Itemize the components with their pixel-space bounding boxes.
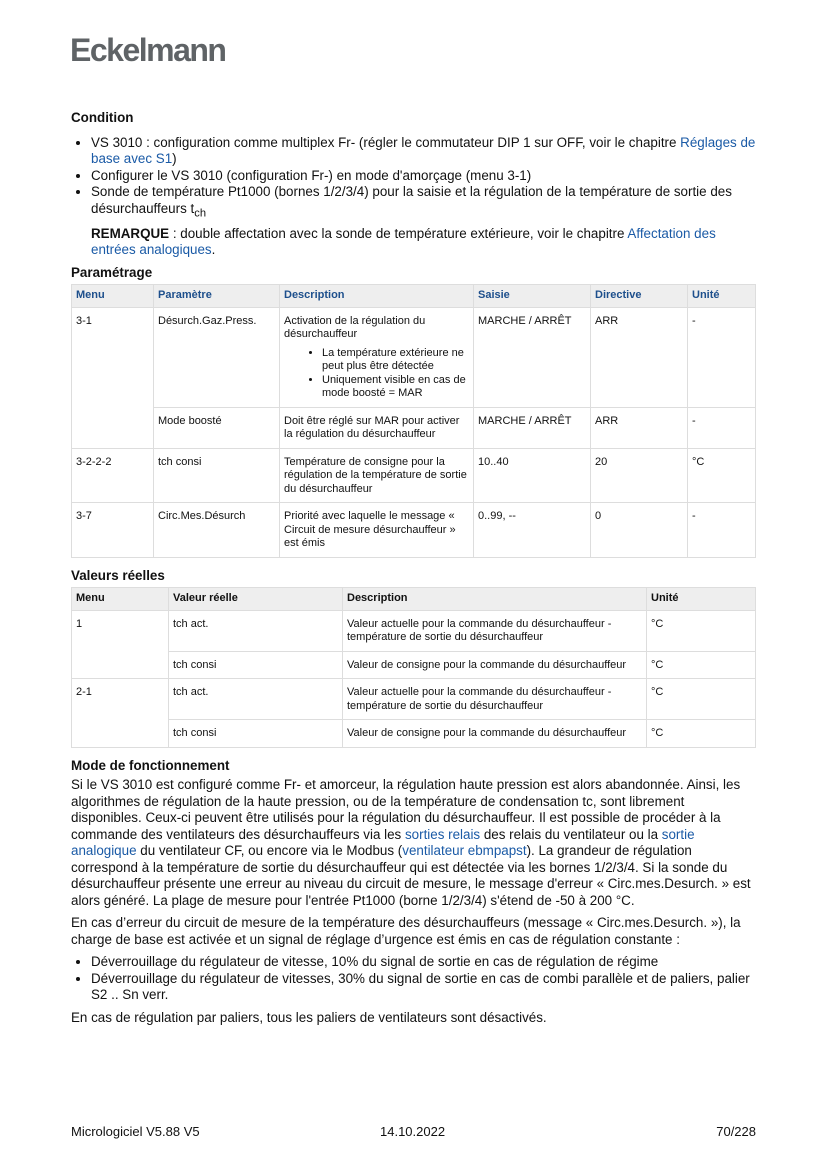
text: VS 3010 : configuration comme multiplex Fr- (régler le commutateur DIP 1 sur OFF, voir le chapitre [91,134,681,150]
text: Si le VS 3010 est configuré comme Fr- et amorceur, la régulation haute pression est alors abandonnée. Ainsi, les algorithmes de régulation de la haute pression, ou de la température de condensation tc, sont librement disponibles. Ceux-ci peuvent être utilisés pour la régulation du désurchauffeur. Il est possible de procéder à la commande des ventilateurs des désurchauffeurs via les [71,777,741,842]
mode-paragraph-2: En cas d’erreur du circuit de mesure de la température des désurchauffeurs (message « Circ.mes.Desurch. »), la charge de base est activée et un signal de réglage d’urgence est émis en cas de régulation constante : [71,915,741,947]
cell: °C [647,720,756,748]
cell: Valeur de consigne pour la commande du désurchauffeur [343,720,647,748]
mode-list [71,954,756,1004]
condition-list [71,135,756,259]
cell: °C [647,651,756,679]
parametrage-heading: Paramétrage [71,264,153,280]
footer-date: 14.10.2022 [380,1124,446,1139]
cell: Doit être réglé sur MAR pour activer la régulation du désurchauffeur [280,407,474,448]
cell: 1 [72,610,169,651]
cell: °C [647,610,756,651]
cell: 20 [591,448,688,503]
col-header: Saisie [474,285,591,308]
subscript: ch [194,207,207,220]
cell: Circ.Mes.Désurch [154,503,280,558]
table-row [72,720,756,748]
link-sortie-analogique[interactable]: sortie analogique [71,826,695,859]
cell [72,720,169,748]
cell: 0 [591,503,688,558]
cell: MARCHE / ARRÊT [474,407,591,448]
text: des relais du ventilateur ou la [480,826,662,842]
cell: 10..40 [474,448,591,503]
cell: ARR [591,307,688,407]
eckelmann-logo: Eckelmann [70,32,226,68]
table-header [72,588,756,611]
cell: MARCHE / ARRÊT [474,307,591,407]
cell: Température de consigne pour la régulation de la température de sortie du désurchauffeur [280,448,474,503]
cell: 3-1 [72,307,154,407]
cell: - [688,407,756,448]
text: ) [172,151,177,166]
list-item: • Déverrouillage du régulateur de vitesse, 10% du signal de sortie en cas de régulation de régime [91,954,756,971]
list-item [91,184,756,259]
cell: °C [647,679,756,720]
col-header: Menu [72,588,169,611]
valeurs-table [71,587,756,748]
col-header: Description [343,588,647,611]
cell: Mode boosté [154,407,280,448]
valeurs-heading: Valeurs réelles [71,567,165,583]
col-header: Valeur réelle [169,588,343,611]
col-header: Menu [72,285,154,308]
footer-page-number: 70/228 [716,1124,756,1139]
cell: Valeur actuelle pour la commande du désurchauffeur - température de sortie du désurchauffeur [343,610,647,651]
parametrage-table [71,284,756,558]
col-header: Description [280,285,474,308]
mode-paragraph-3: En cas de régulation par paliers, tous les paliers de ventilateurs sont désactivés. [71,1009,547,1025]
cell: tch act. [169,610,343,651]
cell: 3-2-2-2 [72,448,154,503]
table-row [72,503,756,558]
cell: - [688,503,756,558]
list-item: • Déverrouillage du régulateur de vitesses, 30% du signal de sortie en cas de combi parallèle et de paliers, palier S2 .. Sn verr. [91,971,756,1004]
table-row [72,610,756,651]
cell: 0..99, -- [474,503,591,558]
cell: Valeur de consigne pour la commande du désurchauffeur [343,651,647,679]
text: Sonde de température Pt1000 (bornes 1/2/3/4) pour la saisie et la régulation de la température de sortie des désurchauffeurs t [91,184,732,216]
table-row [72,651,756,679]
table-row [72,448,756,503]
cell [72,651,169,679]
table-row [72,679,756,720]
table-row [72,407,756,448]
col-header: Directive [591,285,688,308]
cell: 2-1 [72,679,169,720]
col-header: Unité [688,285,756,308]
remark-label: REMARQUE [91,225,170,241]
cell: tch consi [169,720,343,748]
cell: Valeur actuelle pour la commande du désurchauffeur - température de sortie du désurchauffeur [343,679,647,720]
cell [280,307,474,407]
cell [72,407,154,448]
cell: Priorité avec laquelle le message « Circuit de mesure désurchauffeur » est émis [280,503,474,558]
cell: tch consi [154,448,280,503]
list-item: • Configurer le VS 3010 (configuration Fr-) en mode d'amorçage (menu 3-1) [91,168,756,185]
table-row [72,307,756,407]
cell: - [688,307,756,407]
link-sorties-relais[interactable]: sorties relais [404,826,481,842]
text: . [211,242,216,258]
text: ). La grandeur de régulation correspond à la température de sortie du désurchauffeur qui est détectée via les bornes 1/2/3/4. Si la sonde du désurchauffeur présente une erreur au niveau du circuit de mesure, le message d'erreur « Circ.mes.Desurch. » est alors généré. La plage de mesure pour l'entrée Pt1000 (borne 1/2/3/4) s'étend de -50 à 200 °C. [71,843,751,908]
list-item [91,135,756,168]
col-header: Unité [647,588,756,611]
text: Activation de la régulation du désurchauffeur [284,314,426,341]
remark [91,226,756,259]
link-reglages-base[interactable]: Réglages de base avec S1 [91,134,756,166]
cell: tch consi [169,651,343,679]
table-header [72,285,756,308]
mode-paragraph-1 [71,777,756,909]
list-item: • La température extérieure ne peut plus être détectée [322,347,469,374]
cell: °C [688,448,756,503]
cell: tch act. [169,679,343,720]
mode-heading: Mode de fonctionnement [71,757,230,773]
link-affectation[interactable]: Affectation des entrées analogiques [91,225,716,258]
cell: 3-7 [72,503,154,558]
footer-version: Micrologiciel V5.88 V5 [71,1124,200,1139]
text: du ventilateur CF, ou encore via le Modbus ( [136,843,403,859]
link-ventilateur-ebmpapst[interactable]: ventilateur ebmpapst [402,843,527,859]
condition-heading: Condition [71,110,134,125]
cell: ARR [591,407,688,448]
text: : double affectation avec la sonde de température extérieure, voir le chapitre [169,225,628,241]
cell: Désurch.Gaz.Press. [154,307,280,407]
col-header: Paramètre [154,285,280,308]
list-item: • Uniquement visible en cas de mode boosté = MAR [322,374,469,401]
